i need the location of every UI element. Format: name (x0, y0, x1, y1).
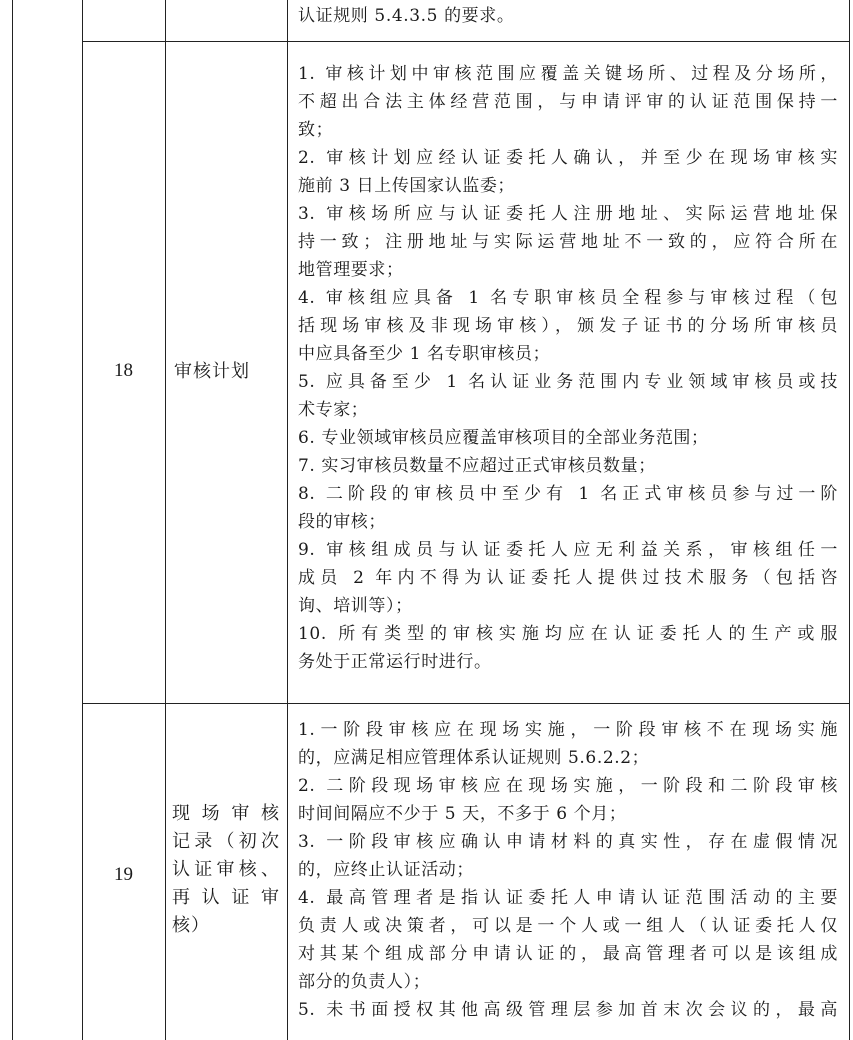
content-line: 4. 最高管理者是指认证委托人申请认证范围活动的主要 (298, 888, 838, 908)
content-line: 询、培训等）； (298, 596, 413, 616)
content-line: 2. 审核计划应经认证委托人确认，并至少在现场审核实 (298, 148, 838, 168)
content-line: 3. 一阶段审核应确认申请材料的真实性，存在虚假情况 (298, 832, 838, 852)
name-line: 认证审核、 (172, 859, 280, 880)
row-divider-19 (82, 703, 849, 704)
content-line: 持一致；注册地址与实际运营地址不一致的，应符合所在 (298, 232, 838, 252)
content-line: 6. 专业领域审核员应覆盖审核项目的全部业务范围； (298, 428, 709, 448)
name-line: 现场审核 (172, 803, 280, 824)
content-line: 2. 二阶段现场审核应在现场实施，一阶段和二阶段审核 (298, 776, 838, 796)
column-divider-content (287, 0, 288, 1040)
row-19-name (172, 800, 280, 940)
content-line: 的，应终止认证活动； (298, 860, 474, 880)
content-line: 8. 二阶段的审核员中至少有 1 名正式审核员参与过一阶 (298, 484, 838, 504)
content-line: 段的审核； (298, 512, 386, 532)
content-line: 部分的负责人）； (298, 972, 431, 992)
content-line: 的，应满足相应管理体系认证规则 5.6.2.2； (298, 748, 650, 768)
content-line: 括现场审核及非现场审核），颁发子证书的分场所审核员 (298, 316, 838, 336)
name-line: 再认证审 (172, 887, 280, 908)
content-line: 5. 未书面授权其他高级管理层参加首末次会议的，最高 (298, 1000, 838, 1020)
content-line: 时间间隔应不少于 5 天，不多于 6 个月； (298, 804, 627, 824)
content-line: 5. 应具备至少 1 名认证业务范围内专业领域审核员或技 (298, 372, 838, 392)
content-line: 术专家； (298, 400, 369, 420)
content-line: 3. 审核场所应与认证委托人注册地址、实际运营地址保 (298, 204, 838, 224)
row-19-number: 19 (114, 864, 133, 885)
content-line: 不超出合法主体经营范围，与申请评审的认证范围保持一 (298, 92, 838, 112)
row-18-content (298, 60, 838, 676)
content-line: 9. 审核组成员与认证委托人应无利益关系，审核组任一 (298, 540, 838, 560)
content-line: 认证规则 5.4.3.5 的要求。 (298, 6, 515, 26)
content-line: 10. 所有类型的审核实施均应在认证委托人的生产或服 (298, 624, 838, 644)
content-line: 负责人或决策者，可以是一个人或一组人（认证委托人仅 (298, 916, 838, 936)
content-line: 务处于正常运行时进行。 (298, 652, 492, 672)
content-line: 1. 审核计划中审核范围应覆盖关键场所、过程及分场所， (298, 64, 838, 84)
table-border-left (12, 0, 13, 1040)
content-line: 地管理要求； (298, 260, 404, 280)
content-line: 致； (298, 120, 334, 140)
prev-row-content (298, 2, 838, 30)
table-border-right (849, 0, 850, 1040)
content-line: 施前 3 日上传国家认监委； (298, 176, 516, 196)
column-divider-name (165, 0, 166, 1040)
content-line: 中应具备至少 1 名专职审核员； (298, 344, 551, 364)
content-line: 4. 审核组应具备 1 名专职审核员全程参与审核过程（包 (298, 288, 838, 308)
name-line: 记录（初次 (172, 831, 280, 852)
row-divider-18 (82, 41, 849, 42)
name-line: 审核计划 (174, 361, 250, 382)
content-line: 成员 2 年内不得为认证委托人提供过技术服务（包括咨 (298, 568, 838, 588)
content-line: 7. 实习审核员数量不应超过正式审核员数量； (298, 456, 656, 476)
row-18-name (174, 358, 258, 386)
content-line: 对其某个组成部分申请认证的，最高管理者可以是该组成 (298, 944, 838, 964)
row-18-number: 18 (114, 360, 133, 381)
row-19-content (298, 716, 838, 1024)
content-line: 1.一阶段审核应在现场实施，一阶段审核不在现场实施 (298, 720, 838, 740)
name-line: 核） (172, 915, 210, 936)
